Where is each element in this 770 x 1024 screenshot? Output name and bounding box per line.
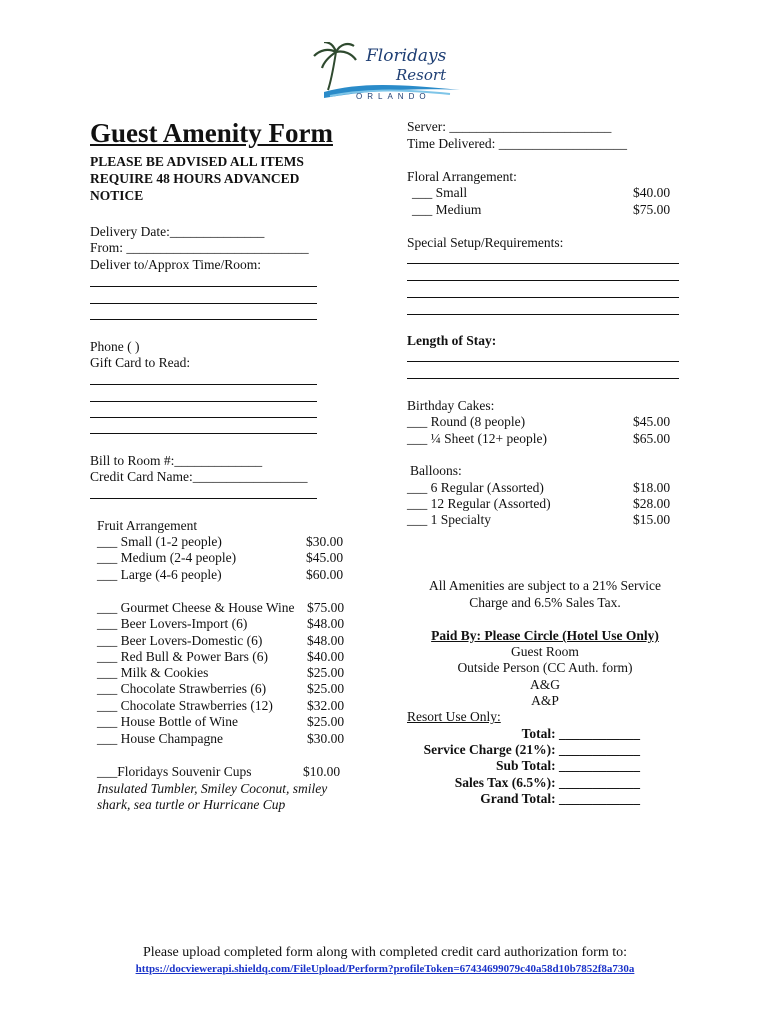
service-note-line-2: Charge and 6.5% Sales Tax. <box>469 595 621 610</box>
floral-heading: Floral Arrangement: <box>407 169 517 184</box>
from-field[interactable]: From: ___________________________ <box>90 240 309 255</box>
page-title: Guest Amenity Form <box>90 118 333 148</box>
length-of-stay-line[interactable] <box>407 361 679 362</box>
list-item[interactable]: ___ Chocolate Strawberries (12) $32.00 <box>97 698 345 713</box>
list-item[interactable]: ___ Medium (2-4 people) $45.00 <box>97 550 344 565</box>
gift-card-label: Gift Card to Read: <box>90 355 191 370</box>
deliver-to-line[interactable] <box>90 319 317 320</box>
logo-line1: Floridays <box>366 46 447 66</box>
service-charge-field[interactable]: Service Charge (21%): ____________ <box>423 742 640 757</box>
server-field[interactable]: Server: ________________________ <box>407 119 612 134</box>
list-item[interactable]: ___ 1 Specialty $15.00 <box>407 512 671 527</box>
souvenir-note-2: shark, sea turtle or Hurricane Cup <box>97 797 286 812</box>
deliver-to-line[interactable] <box>90 303 317 304</box>
fruit-heading: Fruit Arrangement <box>97 518 198 533</box>
sub-total-field[interactable]: Sub Total: ____________ <box>495 758 640 773</box>
payment-option-guest-room[interactable]: Guest Room <box>511 644 579 659</box>
gift-card-line[interactable] <box>90 384 317 385</box>
phone-field[interactable]: Phone ( ) <box>90 339 140 354</box>
notice-line-1: PLEASE BE ADVISED ALL ITEMS <box>90 154 304 169</box>
gift-card-line[interactable] <box>90 417 317 418</box>
list-item[interactable]: ___ Medium $75.00 <box>412 202 671 217</box>
resort-use-label: Resort Use Only: <box>407 709 501 724</box>
payment-option-outside-person[interactable]: Outside Person (CC Auth. form) <box>457 660 633 675</box>
list-item[interactable]: ___ Chocolate Strawberries (6) $25.00 <box>97 681 345 696</box>
delivery-date-field[interactable]: Delivery Date:______________ <box>90 224 265 239</box>
special-setup-line[interactable] <box>407 263 679 264</box>
list-item[interactable]: ___ House Bottle of Wine $25.00 <box>97 714 345 729</box>
upload-link[interactable]: https://docviewerapi.shieldq.com/FileUpload/Perform?profileToken=67434699079c40a58d10b7852f8a730a <box>135 963 635 975</box>
totals-section <box>390 726 640 807</box>
deliver-to-label: Deliver to/Approx Time/Room: <box>90 257 262 272</box>
list-item[interactable]: ___ Beer Lovers-Domestic (6) $48.00 <box>97 633 345 648</box>
list-item[interactable]: ___ Large (4-6 people) $60.00 <box>97 567 344 582</box>
deliver-to-line[interactable] <box>90 286 317 287</box>
cakes-heading: Birthday Cakes: <box>407 398 495 413</box>
notice-line-3: NOTICE <box>90 188 144 203</box>
list-item[interactable]: ___ Red Bull & Power Bars (6) $40.00 <box>97 649 345 664</box>
list-item[interactable]: ___ Round (8 people) $45.00 <box>407 414 671 429</box>
sales-tax-field[interactable]: Sales Tax (6.5%): ____________ <box>454 775 640 790</box>
payment-section <box>395 628 695 709</box>
balloons-heading: Balloons: <box>410 463 462 478</box>
service-note-line-1: All Amenities are subject to a 21% Service <box>428 578 662 593</box>
list-item[interactable]: ___ Small $40.00 <box>412 185 671 200</box>
logo-line2: Resort <box>396 66 447 84</box>
list-item[interactable]: ___ Milk & Cookies $25.00 <box>97 665 345 680</box>
list-item[interactable]: ___ ¼ Sheet (12+ people) $65.00 <box>407 431 671 446</box>
special-setup-line[interactable] <box>407 297 679 298</box>
bill-to-room-field[interactable]: Bill to Room #:_____________ <box>90 453 263 468</box>
resort-logo <box>310 42 460 104</box>
paid-by-heading: Paid By: Please Circle (Hotel Use Only) <box>431 628 659 643</box>
souvenir-note-1: Insulated Tumbler, Smiley Coconut, smiley <box>97 781 328 796</box>
credit-card-line[interactable] <box>90 498 317 499</box>
list-item[interactable]: ___ Beer Lovers-Import (6) $48.00 <box>97 616 345 631</box>
list-item[interactable]: ___ Gourmet Cheese & House Wine $75.00 <box>97 600 345 615</box>
special-setup-line[interactable] <box>407 280 679 281</box>
souvenir-price: $10.00 <box>303 764 341 779</box>
total-field[interactable]: Total: ____________ <box>521 726 640 741</box>
souvenir-label: ___Floridays Souvenir Cups <box>97 764 252 779</box>
gift-card-line[interactable] <box>90 401 317 402</box>
notice-line-2: REQUIRE 48 HOURS ADVANCED <box>90 171 300 186</box>
souvenir-row[interactable] <box>97 764 357 782</box>
list-item[interactable]: ___ House Champagne $30.00 <box>97 731 345 746</box>
list-item[interactable]: ___ 6 Regular (Assorted) $18.00 <box>407 480 671 495</box>
payment-option-ag[interactable]: A&G <box>530 677 560 692</box>
payment-option-ap[interactable]: A&P <box>531 693 559 708</box>
gift-card-line[interactable] <box>90 433 317 434</box>
grand-total-field[interactable]: Grand Total: ____________ <box>480 791 640 806</box>
time-delivered-field[interactable]: Time Delivered: ___________________ <box>407 136 627 151</box>
length-of-stay-line[interactable] <box>407 378 679 379</box>
special-setup-label: Special Setup/Requirements: <box>407 235 564 250</box>
length-of-stay-label: Length of Stay: <box>407 333 497 348</box>
list-item[interactable]: ___ 12 Regular (Assorted) $28.00 <box>407 496 671 511</box>
logo-city: ORLANDO <box>356 92 431 101</box>
special-setup-line[interactable] <box>407 314 679 315</box>
footer-instruction: Please upload completed form along with completed credit card authorization form to: <box>142 945 627 960</box>
list-item[interactable]: ___ Small (1-2 people) $30.00 <box>97 534 344 549</box>
credit-card-name-field[interactable]: Credit Card Name:_________________ <box>90 469 308 484</box>
service-note <box>395 578 695 612</box>
